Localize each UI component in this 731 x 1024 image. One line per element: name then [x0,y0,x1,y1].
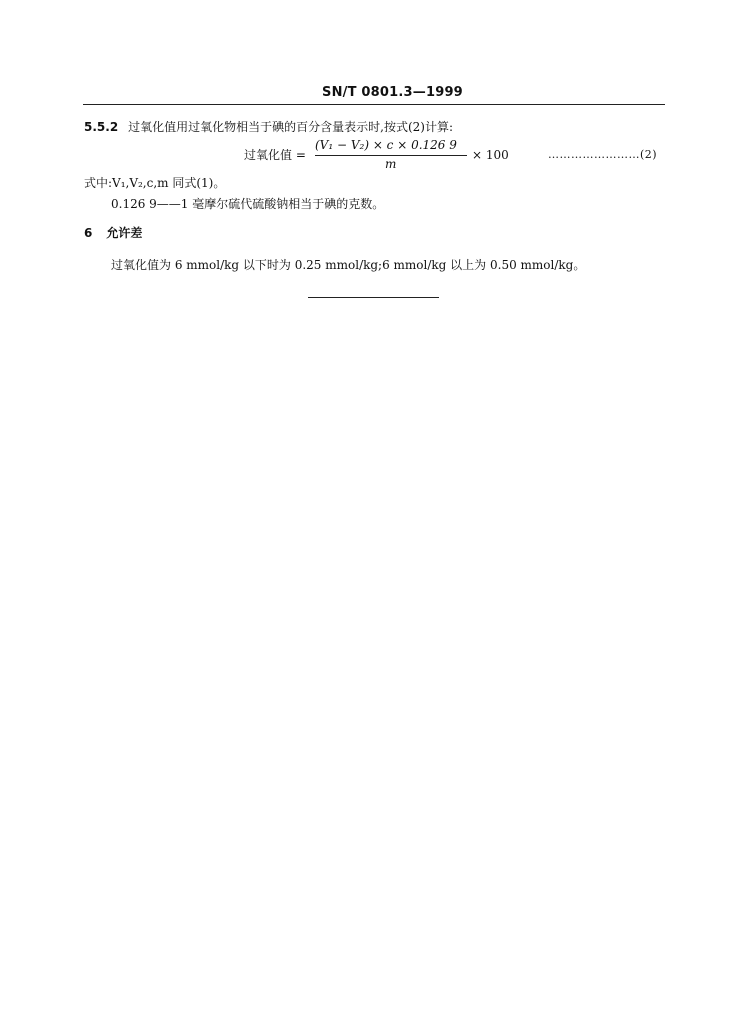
formula-fraction [315,138,467,172]
section-5-5-2 [84,118,453,135]
variables-note: 式中:V₁,V₂,c,m 同式(1)。 [84,176,226,190]
page-header-standard-number: SN/T 0801.3—1999 [322,85,463,100]
section-number: 5.5.2 [84,120,119,134]
section-6-heading [84,224,142,241]
formula-denominator: m [385,157,397,171]
fraction-bar [315,155,467,156]
constant-definition: 0.126 9——1 毫摩尔硫代硫酸钠相当于碘的克数。 [111,197,385,211]
formula-numerator: (V₁ − V₂) × c × 0.126 9 [315,138,457,152]
section-title: 允许差 [106,226,143,240]
formula-multiplier: × 100 [472,148,509,162]
formula-label: 过氧化值 = [244,148,306,162]
tolerance-text: 过氧化值为 6 mmol/kg 以下时为 0.25 mmol/kg;6 mmol/kg 以上为 0.50 mmol/kg。 [111,258,586,272]
equation-number: ……………………(2) [548,148,658,161]
header-divider [83,104,665,105]
section-number: 6 [84,226,93,240]
section-text: 过氧化值用过氧化物相当于碘的百分含量表示时,按式(2)计算: [128,120,454,134]
end-rule [308,297,439,298]
